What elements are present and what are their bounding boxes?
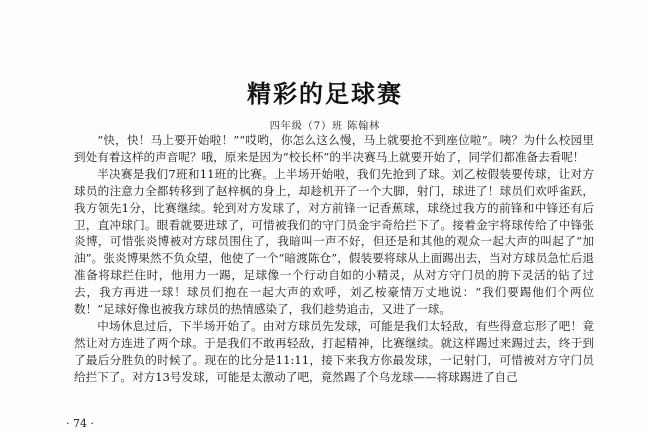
paragraph: 中场休息过后，下半场开始了。由对方球员先发球，可能是我们太轻敌，有些得意忘形了吧！竟然让对方连进了两个球。于是我们不敢再轻敌，打起精神，比赛继续。就这样踢过来踢过去，终于到了最后分胜负的时候了。现在的比分是11:11，接下来我方你最发球，一记射门，可惜被对方守门员给拦下了。对方13号发球，可能是太激动了吧，竟然踢了个乌龙球——将球踢进了自己 (74, 318, 594, 384)
paragraph: 半决赛是我们7班和11班的比赛。上半场开始啦，我们先抢到了球。刘乙桉假装要传球，让对方球员的注意力全都转移到了赵梓枫的身上，却趁机开了一个大脚，射门，球进了！球员们欢呼雀跃，我方领先1分，比赛继续。轮到对方发球了，对方前锋一记香蕉球，球绕过我方的前锋和中锋还有后卫，直冲球门。眼看就要进球了，可惜被我们的守门员金宇奇给拦下了。接着金宇将球传给了中锋张炎博，可惜张炎博被对方球员围住了，我暗叫一声不好，但还是和其他的观众一起大声的叫起了“加油”。张炎博果然不负众望，他使了一个“暗渡陈仓”，假装要将球从上面踢出去，当对方球员急忙后退准备将球拦住时，他用力一踢，足球像一个行动自如的小精灵，从对方守门员的胯下灵活的钻了过去，我方再进一球！球员们抱在一起大声的欢呼，刘乙桉豪情万丈地说：“我们要踢他们个两位数！”足球好像也被我方球员的热情感染了，我们趁势追击，又进了一球。 (74, 166, 594, 317)
document-title: 精彩的足球赛 (247, 80, 403, 108)
page-number: · 74 · (66, 417, 94, 430)
author-byline: 四年级（7）班 陈翰林 (269, 121, 381, 132)
document-body (74, 132, 594, 386)
paragraph: “快，快！马上要开始啦！”“哎哟，你怎么这么慢，马上就要抢不到座位啦”。咦？为什么校园里到处有着这样的声音呢？哦，原来是因为“校长杯”的半决赛马上就要开始了，同学们都准备去看呢！ (74, 133, 594, 164)
